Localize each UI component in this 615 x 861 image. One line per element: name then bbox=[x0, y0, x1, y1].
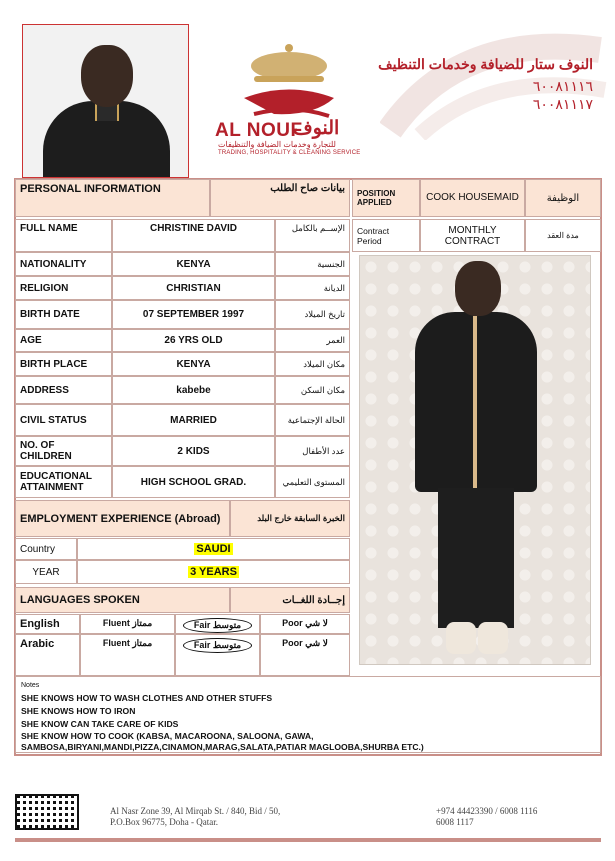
position-label-ar: الوظيفة bbox=[525, 179, 601, 217]
applicant-photo-large bbox=[359, 255, 591, 665]
field-label: RELIGION bbox=[15, 276, 112, 300]
field-label-ar: الحالة الإجتماعية bbox=[275, 404, 350, 436]
field-value: 07 SEPTEMBER 1997 bbox=[112, 300, 275, 329]
contract-label-ar: مدة العقد bbox=[525, 219, 601, 252]
years-label: YEAR bbox=[15, 560, 77, 584]
field-label: AGE bbox=[15, 329, 112, 352]
address-line-1: Al Nasr Zone 39, Al Mirqab St. / 840, Bid / 50, bbox=[110, 806, 281, 816]
field-label-ar: تاريخ الميلاد bbox=[275, 300, 350, 329]
field-value: KENYA bbox=[112, 352, 275, 376]
field-label: FULL NAME bbox=[15, 219, 112, 252]
field-label: BIRTH DATE bbox=[15, 300, 112, 329]
applicant-photo-small bbox=[22, 24, 189, 178]
field-value: MARRIED bbox=[112, 404, 275, 436]
notes-label: Notes bbox=[21, 682, 40, 689]
field-label-ar: مكان السكن bbox=[275, 376, 350, 404]
tel-line-2: 6008 1117 bbox=[436, 817, 474, 827]
field-label-ar: عدد الأطفال bbox=[275, 436, 350, 466]
language-fair-cell bbox=[175, 634, 260, 676]
note-line: SHE KNOW CAN TAKE CARE OF KIDS bbox=[21, 719, 179, 729]
country-label: Country bbox=[15, 538, 77, 560]
language-name: Arabic bbox=[20, 638, 55, 650]
section-personal-title-ar: بيانات صاح الطلب bbox=[210, 179, 350, 217]
note-line: SHE KNOWS HOW TO WASH CLOTHES AND OTHER STUFFS bbox=[21, 693, 273, 703]
address-line-2: P.O.Box 96775, Doha - Qatar. bbox=[110, 817, 218, 827]
language-poor: Poor لا شي bbox=[282, 638, 328, 648]
language-fluent: Fluent ممتاز bbox=[102, 638, 153, 648]
employment-title-ar: الخبرة السابقة خارج البلد bbox=[230, 500, 350, 537]
footer-phone bbox=[436, 806, 537, 828]
language-fluent-cell bbox=[80, 634, 175, 676]
field-label: NO. OF CHILDREN bbox=[15, 436, 112, 466]
field-value: 2 KIDS bbox=[112, 436, 275, 466]
years-cell bbox=[77, 560, 350, 584]
language-poor-cell bbox=[260, 614, 350, 634]
tel-line-1: +974 44423390 / 6008 1116 bbox=[436, 806, 538, 816]
field-label: CIVIL STATUS bbox=[15, 404, 112, 436]
qr-code bbox=[15, 794, 79, 830]
employment-title: EMPLOYMENT EXPERIENCE (Abroad) bbox=[15, 500, 230, 537]
contract-value: MONTHLY CONTRACT bbox=[420, 219, 525, 252]
phone-ar-1: ٦٠٠٨١١١٦ bbox=[532, 78, 593, 94]
logo-subtitle-en: TRADING, HOSPITALITY & CLEANING SERVICE bbox=[218, 150, 361, 156]
languages-title-ar: إجــادة اللغــات bbox=[230, 587, 350, 613]
section-personal-title: PERSONAL INFORMATION bbox=[15, 179, 210, 217]
field-value: HIGH SCHOOL GRAD. bbox=[112, 466, 275, 498]
position-label: POSITION APPLIED bbox=[352, 179, 420, 217]
field-label-ar: الجنسية bbox=[275, 252, 350, 276]
footer-divider bbox=[15, 838, 601, 842]
logo-text-en: AL NOUF bbox=[215, 120, 303, 141]
field-label: NATIONALITY bbox=[15, 252, 112, 276]
field-value: KENYA bbox=[112, 252, 275, 276]
years-value: 3 YEARS bbox=[190, 566, 237, 578]
note-line: SHE KNOWS HOW TO IRON bbox=[21, 706, 136, 716]
languages-title: LANGUAGES SPOKEN bbox=[15, 587, 230, 613]
field-label-ar: الديانة bbox=[275, 276, 350, 300]
language-poor: Poor لا شي bbox=[282, 618, 328, 628]
language-name: English bbox=[20, 618, 60, 630]
field-value: CHRISTIAN bbox=[112, 276, 275, 300]
language-fair: Fair متوسط bbox=[183, 618, 252, 633]
language-name-cell bbox=[15, 614, 80, 634]
notes-box bbox=[15, 676, 601, 753]
country-value: SAUDI bbox=[196, 543, 231, 555]
language-fair: Fair متوسط bbox=[183, 638, 252, 653]
field-value: 26 YRS OLD bbox=[112, 329, 275, 352]
field-label-ar: المستوى التعليمي bbox=[275, 466, 350, 498]
language-fluent: Fluent ممتاز bbox=[102, 618, 153, 628]
field-label: ADDRESS bbox=[15, 376, 112, 404]
field-label: BIRTH PLACE bbox=[15, 352, 112, 376]
country-cell bbox=[77, 538, 350, 560]
language-fluent-cell bbox=[80, 614, 175, 634]
phone-ar-2: ٦٠٠٨١١١٧ bbox=[532, 96, 593, 112]
language-fair-cell bbox=[175, 614, 260, 634]
footer-address bbox=[110, 806, 280, 828]
language-name-cell bbox=[15, 634, 80, 676]
field-label-ar: الإســم بالكامل bbox=[275, 219, 350, 252]
field-label-ar: مكان الميلاد bbox=[275, 352, 350, 376]
logo-subtitle-ar: للتجارة وخدمات الضيافة والتنظيفات bbox=[218, 140, 336, 149]
logo-text-ar: النوف bbox=[293, 118, 340, 139]
contract-label: Contract Period bbox=[352, 219, 420, 252]
language-poor-cell bbox=[260, 634, 350, 676]
note-line: SHE KNOW HOW TO COOK (KABSA, MACAROONA, SALOONA, GAWA, SAMBOSA,BIRYANI,MANDI,PIZZA,CINAMON,MARAG,SALATA,PATIAR MAGLOOBA,SHURBA ETC.) bbox=[21, 731, 424, 752]
field-label-ar: العمر bbox=[275, 329, 350, 352]
field-value: CHRISTINE DAVID bbox=[112, 219, 275, 252]
field-label: EDUCATIONAL ATTAINMENT bbox=[15, 466, 112, 498]
position-value: COOK HOUSEMAID bbox=[420, 179, 525, 217]
company-name-ar: النوف ستار للضيافة وخدمات التنظيف bbox=[378, 56, 593, 72]
field-value: kabebe bbox=[112, 376, 275, 404]
